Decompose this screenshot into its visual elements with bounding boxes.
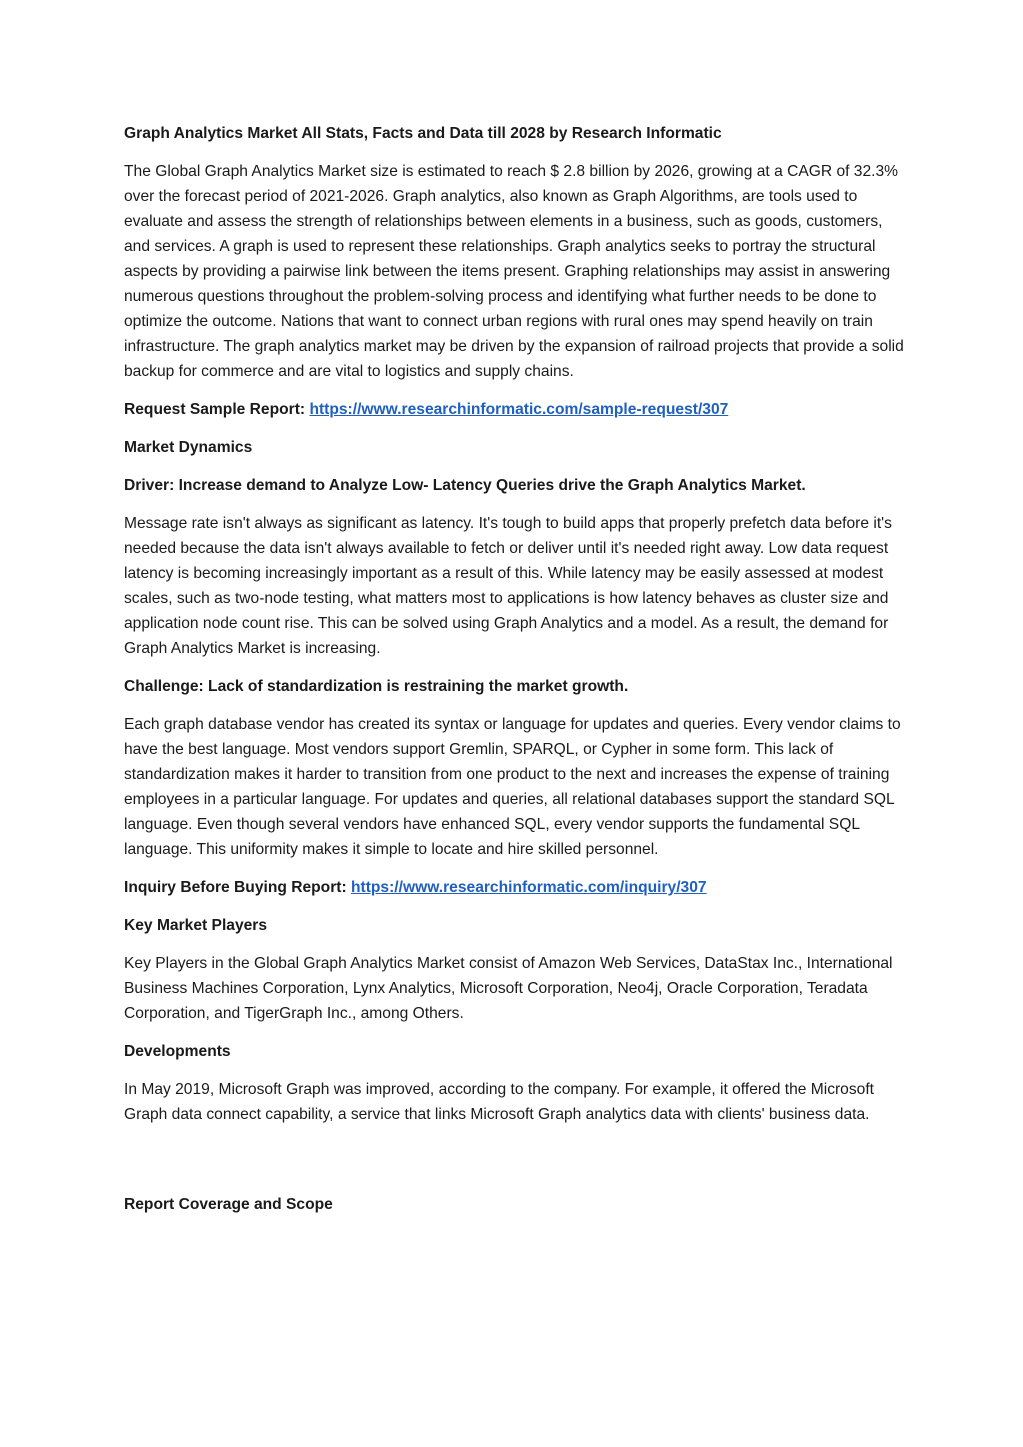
inquiry-line [124, 875, 909, 900]
sample-request-line [124, 397, 909, 422]
intro-paragraph: The Global Graph Analytics Market size is estimated to reach $ 2.8 billion by 2026, growing at a CAGR of 32.3% over the forecast period of 2021-2026. Graph analytics, also known as Graph Algorithms, are tools used to evaluate and assess the strength of relationships between elements in a business, such as goods, customers, and services. A graph is used to represent these relationships. Graph analytics seeks to portray the structural aspects by providing a pairwise link between the items present. Graphing relationships may assist in answering numerous questions throughout the problem-solving process and identifying what further needs to be done to optimize the outcome. Nations that want to connect urban regions with rural ones may spend heavily on train infrastructure. The graph analytics market may be driven by the expansion of railroad projects that provide a solid backup for commerce and are vital to logistics and supply chains. [124, 163, 904, 380]
key-players-paragraph: Key Players in the Global Graph Analytics Market consist of Amazon Web Services, DataStax Inc., International Business Machines Corporation, Lynx Analytics, Microsoft Corporation, Neo4j, Oracle Corporation, Teradata Corporation, and TigerGraph Inc., among Others. [124, 955, 893, 1022]
market-dynamics-heading: Market Dynamics [124, 439, 253, 456]
section-spacer [124, 1140, 909, 1192]
report-coverage-heading: Report Coverage and Scope [124, 1196, 333, 1213]
inquiry-link[interactable]: https://www.researchinformatic.com/inquiry/307 [351, 879, 707, 896]
sample-request-label: Request Sample Report: [124, 401, 310, 418]
key-players-heading: Key Market Players [124, 917, 268, 934]
document-page [124, 121, 909, 1230]
challenge-heading: Challenge: Lack of standardization is restraining the market growth. [124, 678, 629, 695]
document-title: Graph Analytics Market All Stats, Facts and Data till 2028 by Research Informatic [124, 125, 722, 142]
driver-heading: Driver: Increase demand to Analyze Low- Latency Queries drive the Graph Analytics Market. [124, 477, 806, 494]
sample-request-link[interactable]: https://www.researchinformatic.com/sample-request/307 [309, 401, 729, 418]
driver-paragraph: Message rate isn't always as significant as latency. It's tough to build apps that properly prefetch data before it's needed because the data isn't always available to fetch or deliver until it's needed right away. Low data request latency is becoming increasingly important as a result of this. While latency may be easily assessed at modest scales, such as two-node testing, what matters most to applications is how latency behaves as cluster size and application node count rise. This can be solved using Graph Analytics and a model. As a result, the demand for Graph Analytics Market is increasing. [124, 515, 892, 657]
challenge-paragraph: Each graph database vendor has created its syntax or language for updates and queries. Every vendor claims to have the best language. Most vendors support Gremlin, SPARQL, or Cypher in some form. This lack of standardization makes it harder to transition from one product to the next and increases the expense of training employees in a particular language. For updates and queries, all relational databases support the standard SQL language. Even though several vendors have enhanced SQL, every vendor supports the fundamental SQL language. This uniformity makes it simple to locate and hire skilled personnel. [124, 716, 901, 858]
inquiry-label: Inquiry Before Buying Report: [124, 879, 351, 896]
developments-paragraph: In May 2019, Microsoft Graph was improved, according to the company. For example, it offered the Microsoft Graph data connect capability, a service that links Microsoft Graph analytics data with clients' business data. [124, 1081, 874, 1123]
developments-heading: Developments [124, 1043, 231, 1060]
